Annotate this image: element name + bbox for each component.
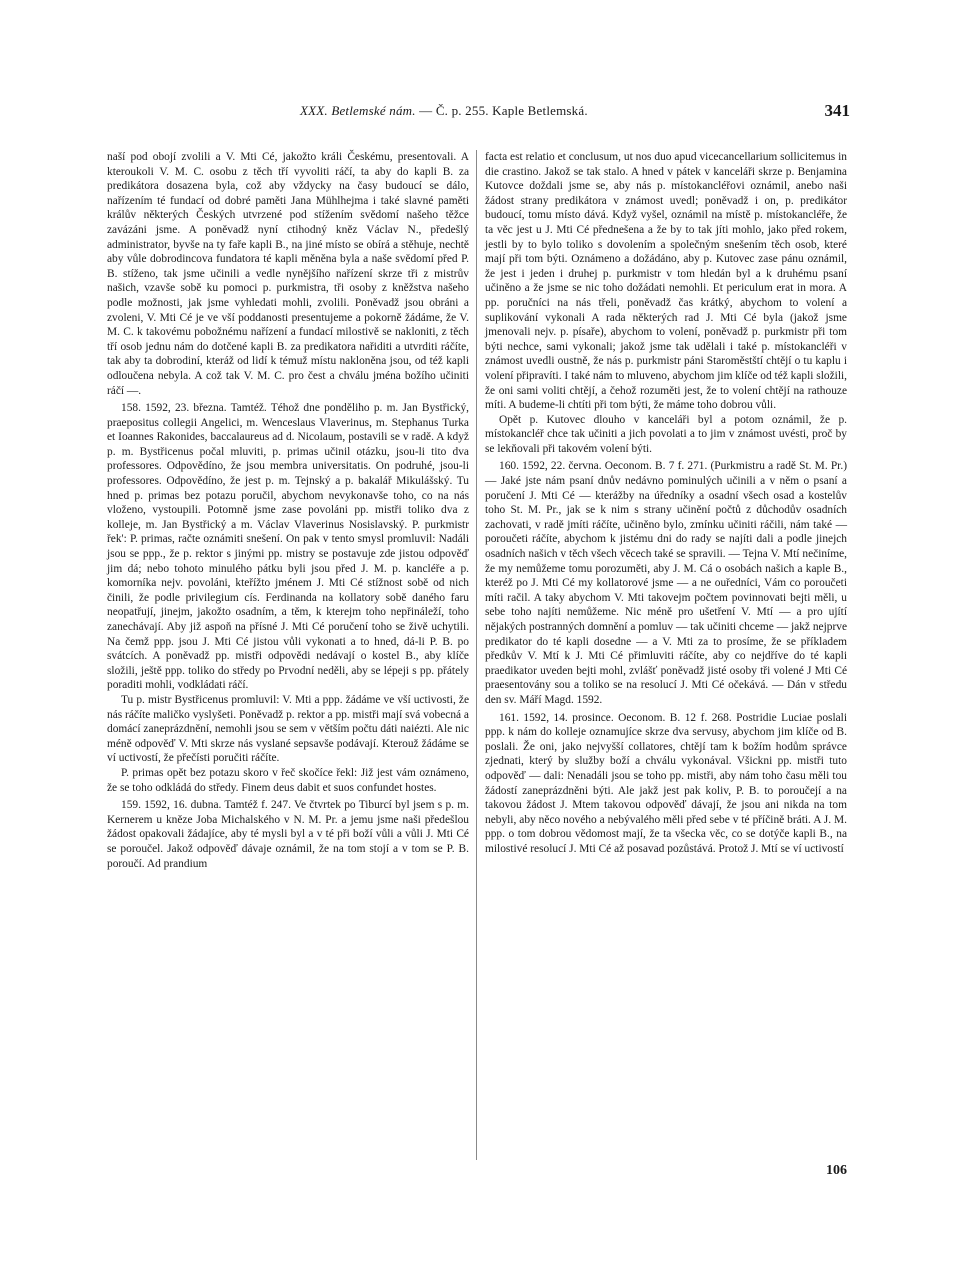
running-head-series: XXX. Betlemské nám. bbox=[300, 103, 416, 118]
entry-160: 160. 1592, 22. června. Oeconom. B. 7 f. 271. (Purkmistru a radě St. M. Pr.) — Jaké jste nám psaní dnův nedávno pominulých učinili a v něm o psaní a poručení J. Mti Cé — kterážby na úředníky a osadní všech osad a kostelův toho St. M. Pr., jak se k nim s strany učinění počtů z důchodův osadních zachovati, v radě jmíti ráčíte, učiněno bylo, zmínku učiniti ráčili, nám také — poroučeti ráčíte, abychom k jistému dni do rady se najíti dali a podle jinejch osadních našich v těch všech věcech také se spravili. — Tejna V. Mtí nečiníme, že my nemůžeme tomu porozuměti, aby J. M. Cá o osobách našich a kaple B., kteréž po J. Mti Cé my kollatorové jsme — a ne ouředníci, Vám co poroučeti míti račil. A taky abychom V. Mti takovejm počtem povinnovati bejti měli, u sebe toho najíti nemůžeme. Nic méně pro ušetření V. Mtí — a pro ujítí nějakých postranných domnění a pomluv — tak učiniti chceme — jakž nejprve predikator do té kapli dosedne — a V. Mti za to prosíme, že se příkladem předkův V. Mtí k J. Mti Cé přimluviti ráčíte, aby co nejdříve do té kapli praedikator uveden bejti mohl, zvlášť poněvadž jisté osoby tři volené J Mti Cé praesentovány sou a toliko se na resolucí J. Mti Cé očekává. — Dán v středu den sv. Máří Magd. 1592. bbox=[485, 460, 847, 706]
running-head-record: Č. p. 255. Kaple Betlemská. bbox=[435, 103, 588, 118]
right-paragraph: Opět p. Kutovec dlouho v kanceláři byl a potom oznámil, že p. místokancléř chce tak učiniti a jich povolati a to jim v známost uvésti, proč by se lekňovali při takovém volení býti. bbox=[485, 413, 847, 455]
running-head bbox=[300, 103, 588, 119]
right-column bbox=[485, 150, 847, 857]
left-paragraph: naší pod obojí zvolili a V. Mti Cé, jakožto králi Českému, presentovali. A kteroukoli V. M. C. osobu z těch tří vyvoliti ráčí, ta aby do kapli B. za predikátora dosazena byla, což aby vždycky na časy budoucí se dálo, nařízením té fundací od dobré paměti Jana Mühlhejma i také slavné paměti králův některých Českých utvrzené pod stížením svědomí našeho těžce zavázáni jsme. A poněvadž nyní ctihodný kněz Václav N., předešlý administrator, byvše na ty faře kapli B., na jiné místo se obírá a stěhuje, nechtě aby vůle dobrodincova fundatora té kapli měněna byla a naše svědomí před P. B. stíženo, tak jsme učinili a vedle nynějšího nařízení skrze tři z mistrův našich, vzavše sobě ku pomoci p. purkmistra, tři osoby z kněžstva našeho podle možnosti, jak jsme vyhledati mohli, zvolili. Poněvadž jsou obráni a zvoleni, V. Mti Cé je ve vší poddanosti presentujeme a pokorně žádáme, že V. M. C. k takovému pobožnému nařízení a fundací milostivě se nakloniti, z těch tří osob jednu nám do dotčené kapli B. za predikatora nařiditi a utvrditi ráčíte, tak aby ta dobrodiní, kteráž od lidí k témuž místu nakloněna jsou, od též kapli odloučena nebyla. A což tak V. M. C. pro čest a chválu jména božího učiniti ráčí —. bbox=[107, 151, 469, 397]
left-column bbox=[107, 150, 469, 871]
page-number: 341 bbox=[824, 101, 850, 120]
left-paragraph: P. primas opět bez potazu skoro v řeč skočíce řekl: Již jest vám oznámeno, že se toho odkládá do středy. Finem deus dabit et suos confundet hostes. bbox=[107, 766, 469, 794]
entry-158: 158. 1592, 23. března. Tamtéž. Téhož dne ponděliho p. m. Jan Bystřický, praepositus collegii Angelici, m. Wenceslaus Vlaverinus, m. Stephanus Turka et Ioannes Rakonides, baccalaureus ad d. Nicolaum, postavili se v radě. A když p. m. Bystřicenus počal mluviti, p. primas učinil otázku, jsou-li tito dva professores. Odpovědíno, že jsou membra universitatis. On podruhé, jsou-li professores. Odpovědíno, že jest p. m. Tejnský a p. bakalář Mikulášský. Tu hned p. primas bez potazu poručil, abychom nevykonavše toho, co na nás vloženo, vystoupili. Potomně jsme zase povoláni pp. mistři toliko dva z kolleje, m. Jan Bystřický a m. Václav Vlaverinus Nosislavský. P. purkmistr řek': P. primas, račte oznámiti snešení. On pak v tento smysl promluvil: Nadáli jsou se ppp., že p. rektor s jinými pp. mistry se postavuje zde jistou odpověď jim dá; nebo tohoto minulého pátku byli jsou před J. M. p. kancléře a p. komorníka nejv. povoláni, kteřížto jménem J. Mti Cé stížnost sobě od nich činili, že podle privilegium cís. Ferdinanda na kollatory sobě daného faru neopatřují, jinejm, jakožto osadním, a těm, k kterejm toho nepřináleží, toho zanechávají. Aby již aspoň na přísné J. Mti Cé poručení toho se živě uchytili. Na čemž ppp. jsou J. Mti Cé jistou vůli vykonati a to hned, dá-li P. B. po svátcích. A poněvadž pp. mistři odpovědi nedávají o kostel B., aby klíče složili, ještě ppp. toliko do středy po Prvodní neděli, aby se lépeji s pp. přátely poraditi mohli, vodkládati ráčí. bbox=[107, 402, 469, 692]
entry-161: 161. 1592, 14. prosince. Oeconom. B. 12 f. 268. Postridie Luciae poslali ppp. k nám do kolleje oznamujíce skrze dva servusy, abychom jim klíče od B. poslali. Že oni, jako nejvyšší collatores, chtějí tam k božím hodům správce zjednati, který by služby boží a chválu vykonával. Všickni pp. mistři tuto odpověď — dali: Nenadáli jsou se toho pp. mistři, aby nám toho času měli tou žádostí zaneprázdněni býti. Ale jakž jest pak koliv, P. B. to poroučejí a na takovou žádost J. Mtem takovou odpověď dávají, že jsou ani nikda na tom nebyli, aby něco nového a nebývalého měli před sebe v té příčině bráti. A J. M. ppp. o tom dobrou vědomost mají, že ta všecka věc, co se dotýče kapli B., na milostivé resolucí J. Mti Cé až posavad pozůstává. Protož J. Mtí se ví uctivostí bbox=[485, 711, 847, 855]
running-head-dash: — bbox=[415, 103, 436, 118]
signature-mark: 106 bbox=[826, 1163, 847, 1178]
right-paragraph: facta est relatio et conclusum, ut nos duo apud vicecancellarium sollicitemus in die crastino. Jakož se tak stalo. A hned v pátek v kanceláři skrze p. Benjamina Kutovce doždali jsme se, aby nás p. místokancléřovi oznámil, anebo naši žádost strany predikátora v známost uvedl; poněvadž i on, p. predikátor budoucí, tomu místo dává. Když vyšel, oznámil na místě p. místokancléře, že ta věc jest u J. Mti Cé přednešena a že by to tak jíti mohlo, jako před rokem, jestli by to bylo toliko s dovolením a společným snešením těch osob, které mají při tom býti. Oznámeno a dožádáno, aby p. Kutovec zase pánu oznámil, že jest i jeden i druhej p. purkmistr v tom hledán byl a k druhému psaní učiněno a že jsme se nic toho dožádati nemohli. Et periculum erat in mora. A pp. poručníci na nás třeli, poněvadž čas krátký, abychom to volení a suplikování vykonali A rada některých rad J. Mti Cé byla (jakož jsme jmenovali nejv. p. písaře), abychom to volení, poněvadž p. purkmistr při tom býti nechce, sami vykonali; jakož jsme tak udělali i také p. místokancléři v známost uvedli oustně, že nás p. purkmistr páni Staroměstští chtějí o tu kaplu i volení připravíti. I také nám to mluveno, abychom jim klíče od též kapli složili, že oni sami voliti chtějí, a čehož rozuměti jest, že to volení chtějí na rathouze míti. A budeme-li chtíti při tom býti, že máme toho dobrou vůli. bbox=[485, 151, 847, 412]
left-paragraph: Tu p. mistr Bystřicenus promluvil: V. Mti a ppp. žádáme ve vší uctivosti, že nás ráčíte maličko vyslyšeti. Poněvadž p. rektor a pp. mistři mají svá vobecná a domácí zaneprázdnění, nemohli jsou se sem v větším počtu dáti naiézti. Ale nic méně odpověď V. Mti skrze nás vyslané sepsavše podávají. Kterouž žádáme se ví uctivostí, že přečísti poručiti ráčíte. bbox=[107, 693, 469, 765]
entry-159: 159. 1592, 16. dubna. Tamtéž f. 247. Ve čtvrtek po Tiburcí byl jsem s p. m. Kernerem u kněze Joba Michalského v N. M. Pr. a jemu jsme naši předešlou žádost opakovali žádajíce, aby té mysli byl a v té při boží vůli a vůli J. Mti Cé se poroučel. Jakož odpověď dávaje oznámil, že na tom stojí a v tom se P. B. poroučí. Ad prandium bbox=[107, 799, 469, 870]
column-divider bbox=[476, 150, 477, 1160]
